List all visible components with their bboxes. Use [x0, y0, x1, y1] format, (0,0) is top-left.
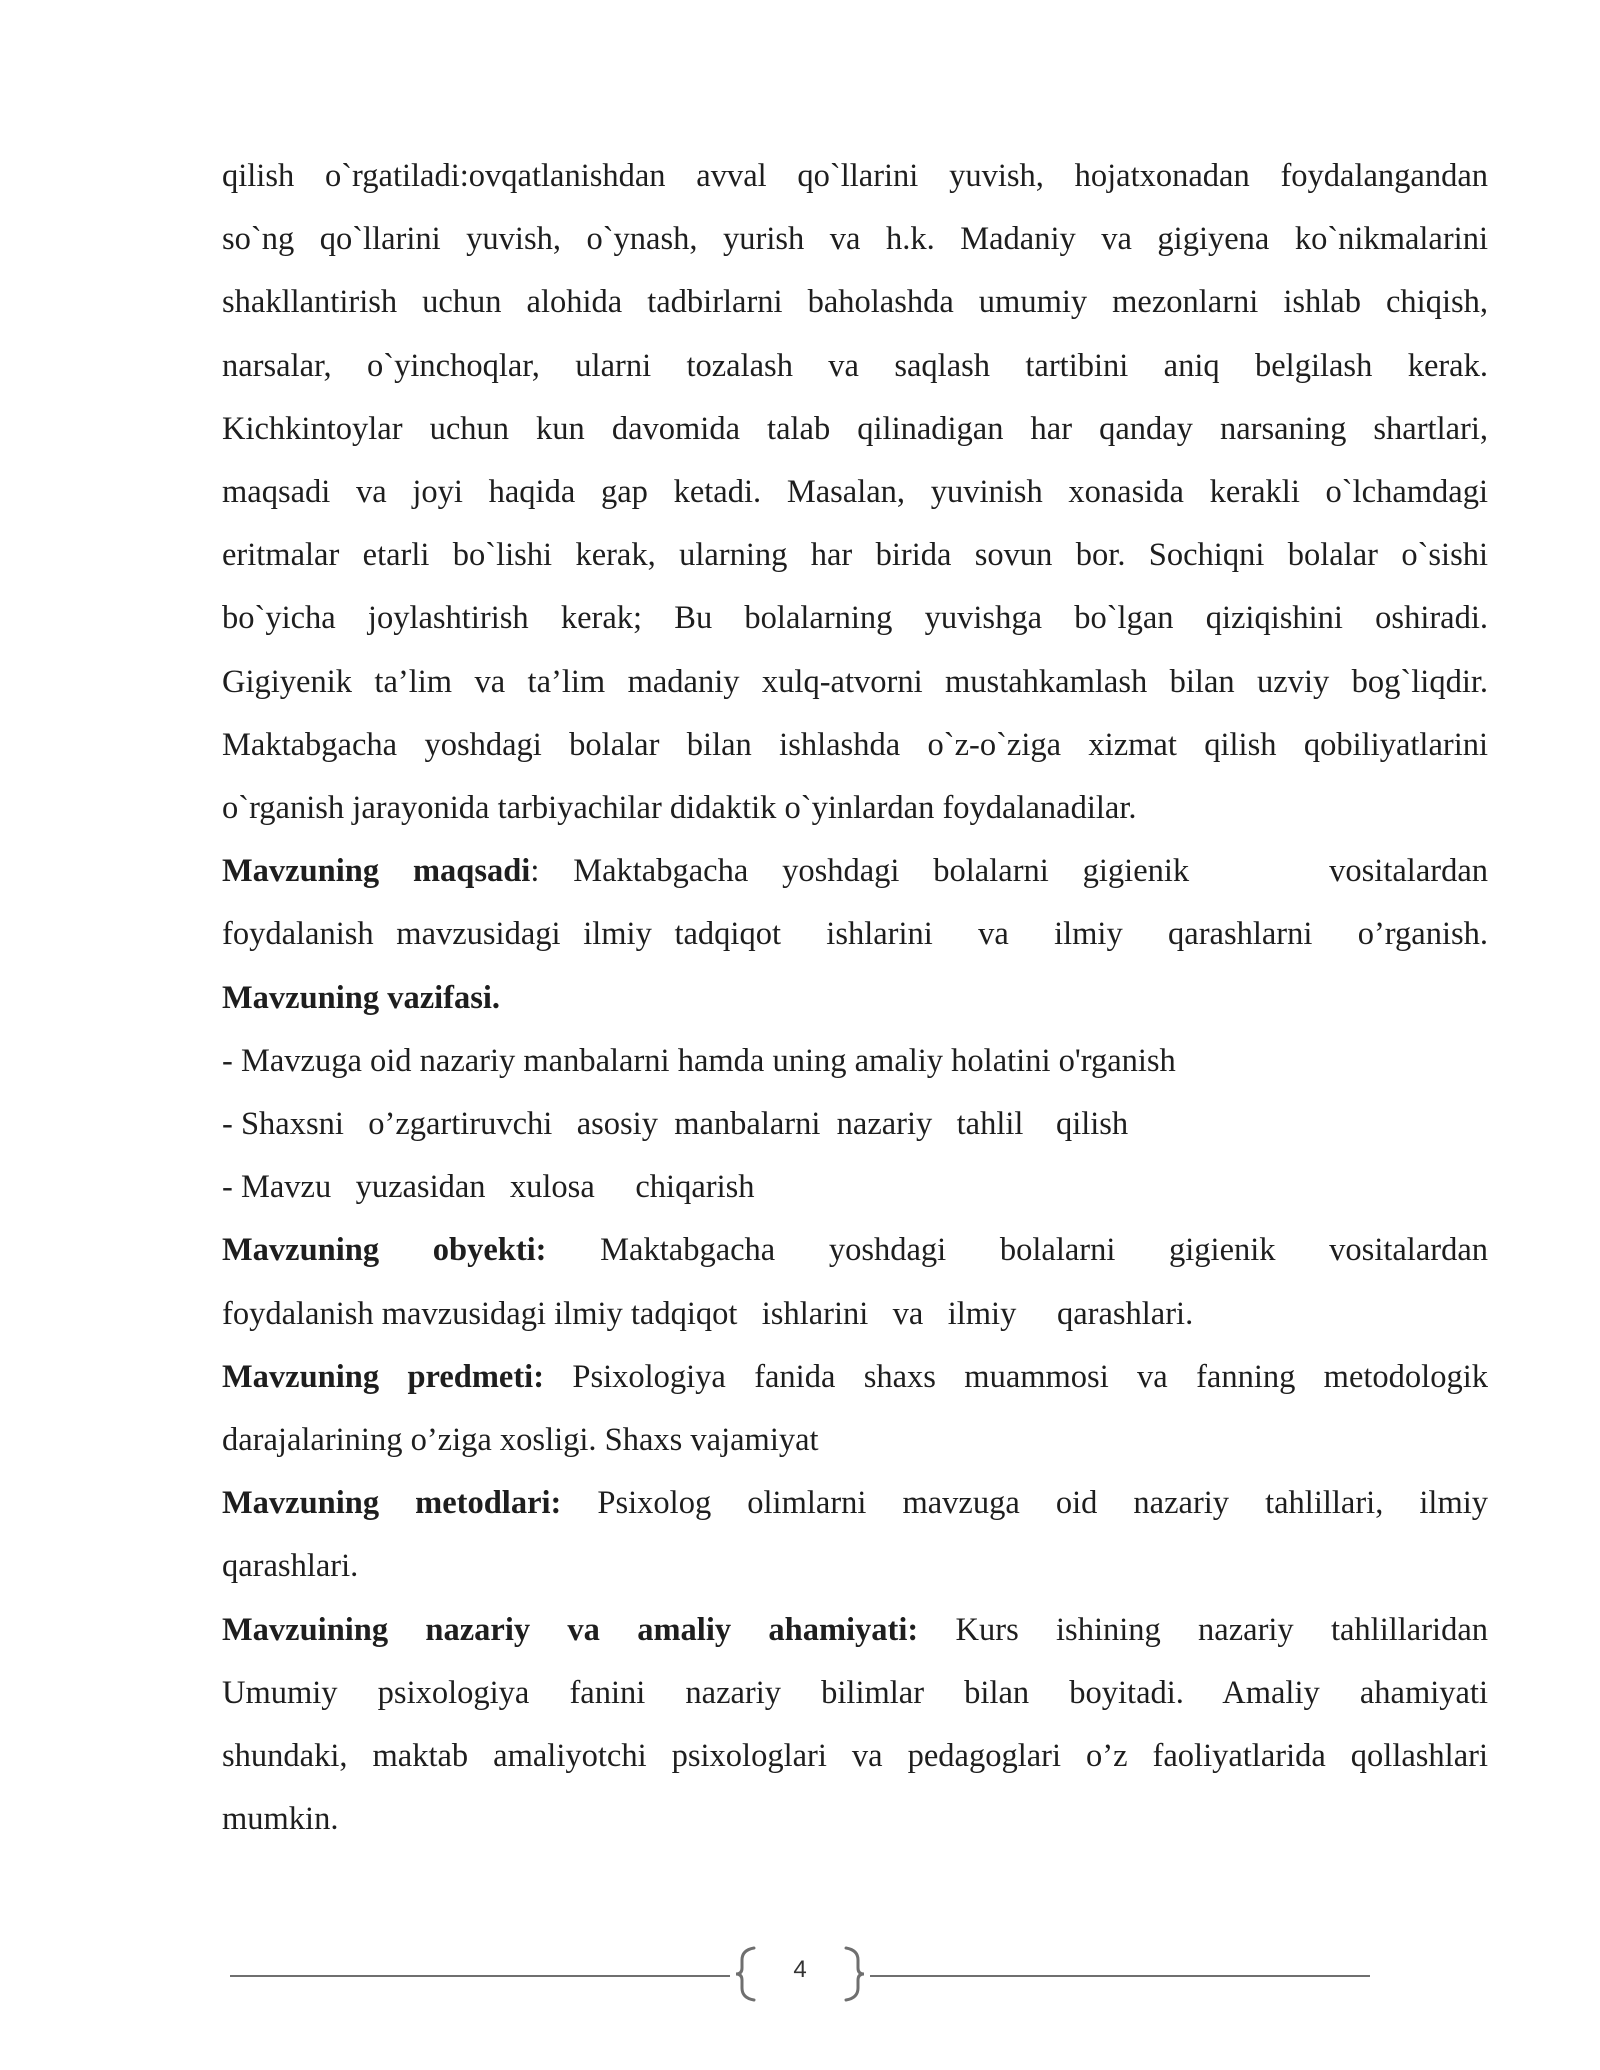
predmeti-label: Mavzuning predmeti: — [222, 1358, 545, 1395]
text-line: Gigiyenik ta’lim va ta’lim madaniy xulq-atvorni mustahkamlash bilan uzviy bog`liqdir. — [222, 663, 1488, 700]
text-line: narsalar, o`yinchoqlar, ularni tozalash va saqlash tartibini aniq belgilash kerak. — [222, 347, 1488, 384]
page-number: 4 — [793, 1956, 807, 1983]
text-line: Maktabgacha yoshdagi bolalar bilan ishlashda o`z-o`ziga xizmat qilish qobiliyatlarini — [222, 726, 1488, 763]
vazifasi-item: - Shaxsni o’zgartiruvchi asosiy manbalarni nazariy tahlil qilish — [222, 1106, 1129, 1143]
ahamiyati-line: shundaki, maktab amaliyotchi psixologlari va pedagoglari o’z faoliyatlarida qollashlari — [222, 1738, 1488, 1775]
maqsadi-line-2: foydalanish mavzusidagi ilmiy tadqiqot ishlarini va ilmiy qarashlarni o’rganish. — [222, 916, 1488, 953]
ahamiyati-line: Umumiy psixologiya fanini nazariy bilimlar bilan boyitadi. Amaliy ahamiyati — [222, 1674, 1488, 1711]
left-brace-icon — [728, 1944, 768, 2004]
maqsadi-text-end: vositalardan — [1329, 853, 1488, 890]
text-line: shakllantirish uchun alohida tadbirlarni baholashda umumiy mezonlarni ishlab chiqish, — [222, 284, 1488, 321]
vazifasi-item: - Mavzu yuzasidan xulosa chiqarish — [222, 1169, 755, 1206]
metodlari-line-1 — [222, 1472, 1488, 1535]
obyekti-label: Mavzuning obyekti: — [222, 1232, 547, 1269]
maqsadi-colon: : — [530, 853, 540, 890]
predmeti-text: Psixologiya fanida shaxs muammosi va fanning metodologik — [544, 1358, 1488, 1395]
metodlari-text: Psixolog olimlarni mavzuga oid nazariy tahlillari, ilmiy — [561, 1485, 1489, 1522]
text-line: so`ng qo`llarini yuvish, o`ynash, yurish va h.k. Madaniy va gigiyena ko`nikmalarini — [222, 221, 1488, 258]
page-footer — [230, 1944, 1370, 2004]
maqsadi-label: Mavzuning maqsadi — [222, 853, 531, 890]
maqsadi-line-1 — [222, 840, 1488, 903]
ahamiyati-label: Mavzuining nazariy va amaliy ahamiyati: — [222, 1611, 919, 1648]
obyekti-text: Maktabgacha yoshdagi bolalarni gigienik vositalardan — [546, 1232, 1489, 1269]
obyekti-line-1 — [222, 1219, 1488, 1282]
metodlari-line-2: qarashlari. — [222, 1548, 359, 1585]
right-brace-icon — [832, 1944, 872, 2004]
ahamiyati-text: Kurs ishining nazariy tahlillaridan — [918, 1611, 1488, 1648]
ahamiyati-last-line: mumkin. — [222, 1801, 339, 1838]
ahamiyati-line-1 — [222, 1599, 1488, 1662]
text-line: Kichkintoylar uchun kun davomida talab qilinadigan har qanday narsaning shartlari, — [222, 410, 1488, 447]
vazifasi-heading: Mavzuning vazifasi. — [222, 979, 501, 1016]
maqsadi-text: Maktabgacha yoshdagi bolalarni gigienik — [539, 853, 1190, 890]
predmeti-line-1 — [222, 1346, 1488, 1409]
text-line: maqsadi va joyi haqida gap ketadi. Masalan, yuvinish xonasida kerakli o`lchamdagi — [222, 474, 1488, 511]
text-line: o`rganish jarayonida tarbiyachilar didaktik o`yinlardan foydalanadilar. — [222, 790, 1137, 827]
metodlari-label: Mavzuning metodlari: — [222, 1485, 562, 1522]
footer-rule-left — [230, 1975, 730, 1977]
predmeti-line-2: darajalarining o’ziga xosligi. Shaxs vajamiyat — [222, 1422, 819, 1459]
text-line: eritmalar etarli bo`lishi kerak, ularning har birida sovun bor. Sochiqni bolalar o`sishi — [222, 537, 1488, 574]
vazifasi-item: - Mavzuga oid nazariy manbalarni hamda uning amaliy holatini o'rganish — [222, 1042, 1176, 1079]
body-text — [222, 145, 1488, 1851]
obyekti-line-2: foydalanish mavzusidagi ilmiy tadqiqot ishlarini va ilmiy qarashlari. — [222, 1295, 1194, 1332]
footer-rule-right — [870, 1975, 1370, 1977]
text-line: qilish o`rgatiladi:ovqatlanishdan avval qo`llarini yuvish, hojatxonadan foydalangandan — [222, 158, 1488, 194]
text-line: bo`yicha joylashtirish kerak; Bu bolalarning yuvishga bo`lgan qiziqishini oshiradi. — [222, 600, 1488, 637]
